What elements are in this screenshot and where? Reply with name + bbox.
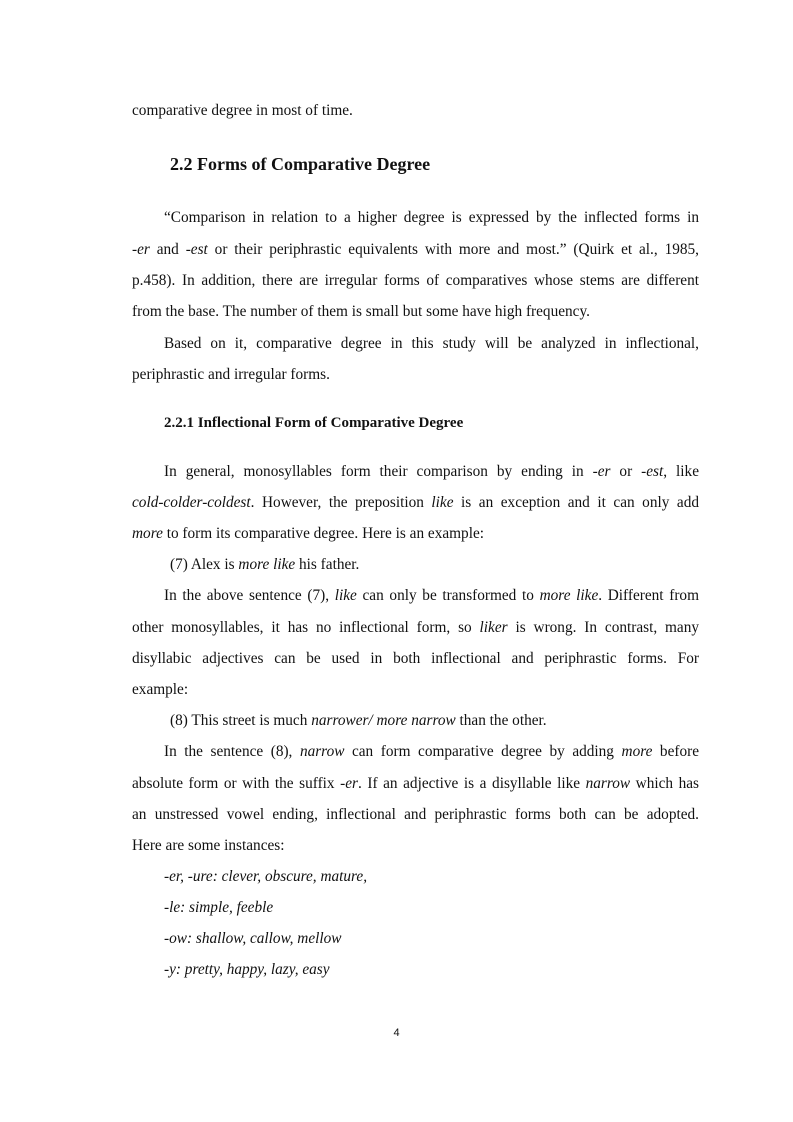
italic-term: like xyxy=(334,587,357,604)
list-item xyxy=(164,898,699,918)
text-run: In the above sentence (7), xyxy=(164,587,335,604)
intro-line xyxy=(132,101,699,121)
paragraph-line xyxy=(132,493,699,513)
italic-term: more xyxy=(132,525,163,542)
text-run: can only be transformed to xyxy=(356,587,540,604)
text-run: . If an adjective is a disyllable like xyxy=(358,775,586,792)
text-run: is wrong. In contrast, many xyxy=(507,619,699,636)
paragraph-line xyxy=(164,742,699,762)
list-item xyxy=(164,960,699,980)
text-run: In the sentence (8), xyxy=(164,743,300,760)
text-run: disyllabic adjectives can be used in both inflectional and periphrastic forms. For xyxy=(132,650,699,667)
text-run: can form comparative degree by adding xyxy=(344,743,622,760)
text-run: (7) Alex is xyxy=(170,556,239,573)
text-run: (8) This street is much xyxy=(170,712,312,729)
text-run: to form its comparative degree. Here is an example: xyxy=(162,525,484,542)
text-run: absolute form or with the suffix xyxy=(132,775,341,792)
text-run: or their periphrastic equivalents with more and most.” (Quirk et al., 1985, xyxy=(207,241,699,258)
paragraph-line xyxy=(164,334,699,354)
text-run: comparative degree in most of time. xyxy=(132,102,353,119)
text-run: an unstressed vowel ending, inflectional and periphrastic forms both can be adopted. xyxy=(132,806,699,823)
italic-term: -ow: shallow, callow, mellow xyxy=(164,930,342,947)
italic-term: more like xyxy=(539,587,599,604)
text-run: example: xyxy=(132,681,189,698)
paragraph-line xyxy=(132,774,699,794)
italic-term: narrow xyxy=(585,775,631,792)
text-run: from the base. The number of them is small but some have high frequency. xyxy=(132,303,590,320)
section-heading-2-2: 2.2 Forms of Comparative Degree xyxy=(170,154,431,174)
text-run: or xyxy=(610,463,642,480)
text-run: other monosyllables, it has no inflectional form, so xyxy=(132,619,480,636)
text-run: “Comparison in relation to a higher degree is expressed by the inflected forms in xyxy=(164,209,699,226)
italic-term: -y: pretty, happy, lazy, easy xyxy=(164,961,330,978)
italic-term: narrow xyxy=(299,743,345,760)
paragraph-line xyxy=(164,462,699,482)
page-number: 4 xyxy=(393,1027,400,1039)
paragraph-line xyxy=(164,586,699,606)
text-run: and xyxy=(149,241,186,258)
paragraph-line xyxy=(132,365,699,385)
italic-term: -er xyxy=(592,463,611,480)
paragraph-line xyxy=(132,805,699,825)
paragraph-line xyxy=(132,649,699,669)
list-item xyxy=(164,929,699,949)
text-run: In general, monosyllables form their comparison by ending in xyxy=(164,463,593,480)
text-run: his father. xyxy=(295,556,360,573)
text-run: Here are some instances: xyxy=(132,837,285,854)
italic-term: liker xyxy=(479,619,508,636)
italic-term: more like xyxy=(238,556,296,573)
text-run: . However, the preposition xyxy=(250,494,432,511)
text-run: is an exception and it can only add xyxy=(453,494,699,511)
italic-term: more xyxy=(621,743,653,760)
text-run: before xyxy=(652,743,700,760)
paragraph-line xyxy=(132,618,699,638)
italic-term: cold-colder-coldest xyxy=(132,494,251,511)
list-item xyxy=(164,867,699,887)
text-run: , like xyxy=(663,463,699,480)
paragraph-line xyxy=(132,524,699,544)
italic-term: -er xyxy=(132,241,150,258)
text-run: . Different from xyxy=(598,587,699,604)
text-run: than the other. xyxy=(455,712,547,729)
text-run: periphrastic and irregular forms. xyxy=(132,366,330,383)
italic-term: narrower/ more narrow xyxy=(311,712,456,729)
italic-term: -er, -ure: clever, obscure, mature, xyxy=(164,868,368,885)
italic-term: -le: simple, feeble xyxy=(164,899,274,916)
text-run: which has xyxy=(630,775,699,792)
paragraph-line xyxy=(132,680,699,700)
paragraph-line xyxy=(132,271,699,291)
text-run: p.458). In addition, there are irregular forms of comparatives whose stems are different xyxy=(132,272,699,289)
italic-term: -er xyxy=(340,775,358,792)
paragraph-line xyxy=(164,208,699,228)
paragraph-line xyxy=(132,240,699,260)
italic-term: -est xyxy=(641,463,664,480)
text-run: Based on it, comparative degree in this study will be analyzed in inflectional, xyxy=(164,335,699,352)
paragraph-line xyxy=(132,302,699,322)
italic-term: like xyxy=(431,494,454,511)
section-heading-2-2-1: 2.2.1 Inflectional Form of Comparative Degree xyxy=(164,415,464,431)
paragraph-line xyxy=(132,836,699,856)
example-7 xyxy=(170,555,737,575)
example-8 xyxy=(170,711,737,731)
italic-term: -est xyxy=(185,241,208,258)
